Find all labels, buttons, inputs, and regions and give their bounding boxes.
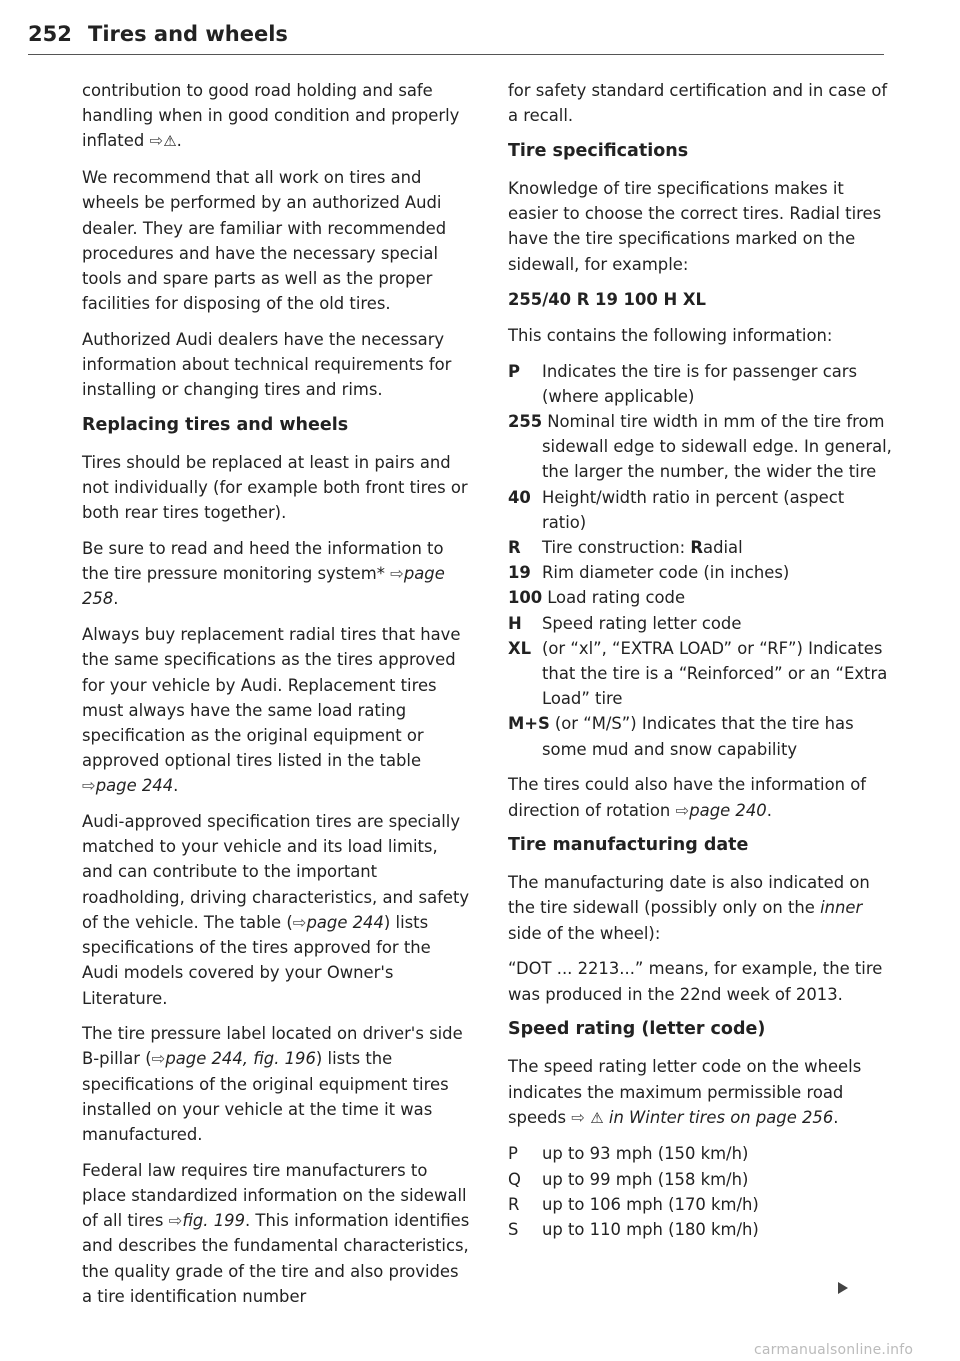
list-item: M+S (or “M/S”) Indicates that the tire has some mud and snow capability — [508, 714, 854, 759]
continue-arrow-icon — [838, 1282, 848, 1294]
watermark: carmanualsonline.info — [754, 1342, 914, 1358]
paragraph: Federal law requires tire manufacturers to place standardized information on the sidewall of all tires ⇨fig. 199. This information identifies and describes the fundamental characteristics, the quality grade of the tire and also provides a tire identification number — [82, 1160, 470, 1306]
right-arrow-icon: ⇨ — [390, 564, 404, 584]
paragraph: The tires could also have the information of direction of rotation ⇨page 240. — [508, 775, 867, 820]
figure-link[interactable]: ⇨fig. 199 — [168, 1211, 246, 1231]
list-item: Q up to 99 mph (158 km/h) — [508, 1169, 749, 1189]
heading-manufacturing-date: Tire manufacturing date — [508, 835, 749, 856]
header-rule — [28, 54, 884, 55]
right-arrow-icon: ⇨ — [571, 1107, 586, 1127]
list-item: S up to 110 mph (180 km/h) — [508, 1220, 759, 1240]
paragraph: contribution to good road holding and safe handling when in good condition and properly inflated ⇨⚠. — [82, 81, 460, 151]
right-arrow-icon: ⇨ — [675, 800, 690, 820]
page-link[interactable]: ⇨page 244, fig. 196 — [151, 1049, 316, 1069]
list-item: 19 Rim diameter code (in inches) — [508, 563, 790, 583]
right-arrow-icon: ⇨ — [82, 776, 96, 796]
page-link[interactable]: ⇨ ⚠ in Winter tires on page 256 — [571, 1107, 834, 1127]
page-link[interactable]: ⇨page 258 — [82, 564, 445, 609]
list-item: 255 Nominal tire width in mm of the tire from sidewall edge to sidewall edge. In general, the larger the number, the wider the tire — [508, 412, 892, 482]
paragraph: Be sure to read and heed the information to the tire pressure monitoring system* ⇨page 258. — [82, 539, 445, 609]
paragraph: The manufacturing date is also indicated on the tire sidewall (possibly only on the inner side of the wheel): — [508, 873, 870, 943]
page-link[interactable]: ⇨page 244 — [82, 776, 174, 796]
list-item: XL (or “xl”, “EXTRA LOAD” or “RF”) Indicates that the tire is a “Reinforced” or an “Extra Load” tire — [508, 638, 888, 709]
heading-replacing: Replacing tires and wheels — [82, 414, 349, 435]
paragraph: We recommend that all work on tires and wheels be performed by an authorized Audi dealer. They are familiar with recommended procedures and have the necessary special tools and spare parts as well as the proper facilities for disposing of the old tires. — [82, 168, 447, 314]
list-item: 40 Height/width ratio in percent (aspect ratio) — [508, 487, 845, 532]
paragraph: The tire pressure label located on driver's side B-pillar (⇨page 244, fig. 196) lists the specifications of the original equipment tires installed on your vehicle at the time it was manufactured. — [82, 1024, 463, 1145]
heading-speed-rating: Speed rating (letter code) — [508, 1019, 766, 1040]
warning-triangle-icon: ⚠ — [590, 1108, 604, 1127]
paragraph: for safety standard certification and in case of a recall. — [508, 81, 888, 126]
heading-specs: Tire specifications — [508, 140, 689, 161]
right-arrow-icon: ⇨ — [151, 1049, 166, 1069]
list-item: P Indicates the tire is for passenger cars (where applicable) — [508, 361, 858, 406]
paragraph: Tires should be replaced at least in pairs and not individually (for example both front tires or both rear tires together). — [82, 452, 468, 523]
speed-rating-list — [508, 1141, 893, 1242]
paragraph: Knowledge of tire specifications makes it easier to choose the correct tires. Radial tires have the tire specifications marked on the sidewall, for example: — [508, 178, 882, 274]
page-number: 252 — [28, 22, 72, 46]
page-header — [28, 22, 884, 62]
left-column — [82, 78, 472, 1319]
paragraph: The speed rating letter code on the wheels indicates the maximum permissible road speeds ⇨ ⚠ in Winter tires on page 256. — [508, 1057, 862, 1127]
section-title: Tires and wheels — [88, 22, 288, 46]
paragraph: Always buy replacement radial tires that have the same specifications as the tires approved for your vehicle by Audi. Replacement tires must always have the same load rating specification as the original equipment or approved optional tires listed in the table ⇨page 244. — [82, 625, 461, 796]
spec-list — [508, 359, 893, 762]
spec-example: 255/40 R 19 100 H XL — [508, 290, 706, 310]
list-item: P up to 93 mph (150 km/h) — [508, 1144, 749, 1164]
page-link[interactable]: ⇨page 240 — [675, 800, 767, 820]
paragraph: This contains the following information: — [508, 325, 833, 345]
right-column — [508, 78, 893, 1242]
list-item: R up to 106 mph (170 km/h) — [508, 1194, 759, 1214]
page-link[interactable]: ⇨page 244 — [292, 912, 384, 932]
paragraph: Audi-approved specification tires are specially matched to your vehicle and its load limits, and can contribute to the important roadholding, driving characteristics, and safety of the vehicle. The table (⇨page 244) lists specifications of the tires approved for the Audi models covered by your Owner's Literature. — [82, 812, 470, 1008]
right-arrow-icon: ⇨ — [292, 912, 307, 932]
right-arrow-icon: ⇨ — [168, 1211, 183, 1231]
paragraph: Authorized Audi dealers have the necessary information about technical requirements for installing or changing tires and rims. — [82, 329, 452, 400]
list-item: H Speed rating letter code — [508, 613, 742, 633]
warning-triangle-icon: ⚠ — [163, 132, 177, 151]
list-item: R Tire construction: Radial — [508, 538, 743, 558]
list-item: 100 Load rating code — [508, 588, 686, 608]
right-arrow-icon: ⇨ — [149, 131, 164, 151]
paragraph: “DOT ... 2213...” means, for example, the tire was produced in the 22nd week of 2013. — [508, 959, 883, 1004]
